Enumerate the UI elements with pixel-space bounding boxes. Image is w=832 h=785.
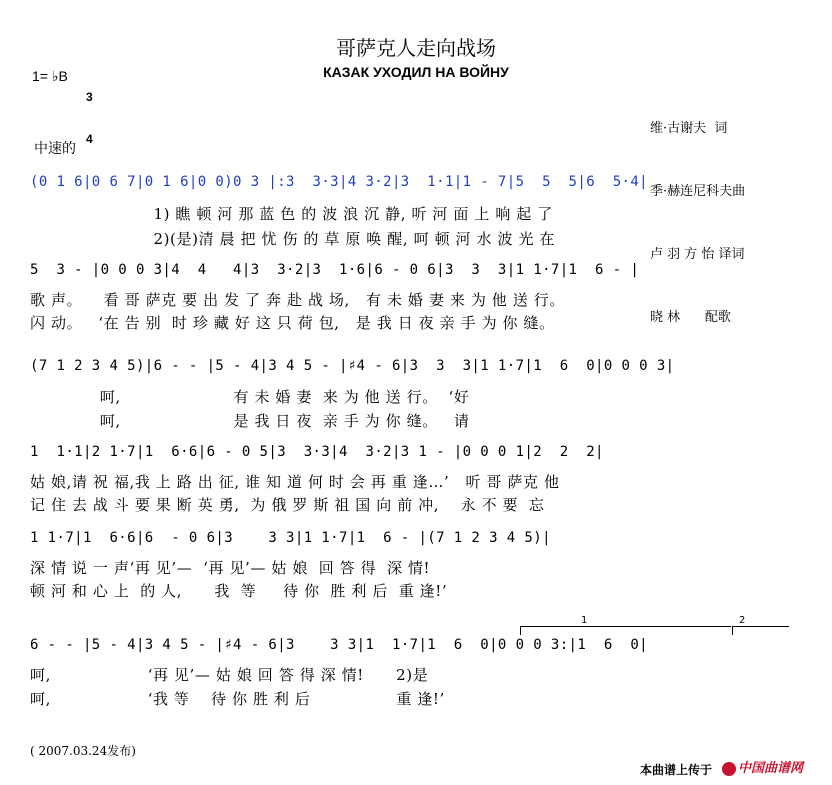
lyric-verse1-system-3: 呵, 有 未 婚 妻 来 为 他 送 行。 ‘好 (30, 388, 470, 406)
volta-2-label: 2 (739, 615, 746, 626)
lyric-verse2-system-1: 2)(是)清 晨 把 忧 伤 的 草 原 唤 醒, 呵 顿 河 水 波 光 在 (30, 230, 556, 248)
page-subtitle: КАЗАК УХОДИЛ НА ВОЙНУ (323, 64, 509, 80)
meter-top: 3 (86, 90, 93, 104)
logo-text: 中国曲谱网 (738, 761, 804, 776)
lyric-verse1-system-6: 呵, ‘再 见’— 姑 娘 回 答 得 深 情! 2)是 (30, 666, 429, 684)
page-title: 哥萨克人走向战场 (336, 36, 496, 60)
lyric-verse1-system-4: 姑 娘,请 祝 福,我 上 路 出 征, 谁 知 道 何 时 会 再 重 逢…’ 听 哥 萨克 他 (30, 473, 560, 491)
time-signature (86, 62, 93, 160)
score-notes-system-2: 5 3 - |0 0 0 3|4 4 4|3 3·2|3 1·6|6 - 0 6|3 3 3|1 1·7|1 6 - | (30, 262, 640, 278)
logo-icon (722, 762, 736, 776)
upload-source-label: 本曲谱上传于 (640, 763, 713, 777)
score-notes-system-5: 1 1·7|1 6·6|6 - 0 6|3 3 3|1 1·7|1 6 - |(7 1 2 3 4 5)| (30, 530, 551, 546)
score-notes-system-1: (0 1 6|0 6 7|0 1 6|0 0)0 3 |:3 3·3|4 3·2|3 1·1|1 - 7|5 5 5|6 5·4| (30, 174, 649, 190)
score-notes-system-6: 6 - - |5 - 4|3 4 5 - |♯4 - 6|3 3 3|1 1·7|1 6 0|0 0 0 3:|1 6 0| (30, 637, 649, 653)
publish-date: ( 2007.03.24发布) (30, 744, 136, 758)
lyric-verse2-system-4: 记 住 去 战 斗 要 果 断 英 勇, 为 俄 罗 斯 祖 国 向 前 冲, 永 不 要 忘 (30, 496, 545, 514)
meter-bottom: 4 (86, 132, 93, 146)
tempo-marking: 中速的 (34, 141, 76, 157)
lyric-verse1-system-5: 深 情 说 一 声‘再 见’— ‘再 见’— 姑 娘 回 答 得 深 情! (30, 559, 431, 577)
volta-bracket-2 (732, 615, 789, 635)
credits (650, 76, 745, 349)
credit-translator: 卢 羽 方 怡 译词 (650, 247, 745, 262)
site-logo[interactable] (722, 757, 803, 776)
score-notes-system-3: (7 1 2 3 4 5)|6 - - |5 - 4|3 4 5 - |♯4 - 6|3 3 3|1 1·7|1 6 0|0 0 0 3| (30, 358, 675, 374)
credit-composer: 季·赫连尼科夫曲 (650, 184, 746, 199)
credit-arranger: 晓 林 配歌 (650, 310, 731, 325)
lyric-verse2-system-6: 呵, ‘我 等 待 你 胜 利 后 重 逢!’ (30, 690, 445, 708)
lyric-verse2-system-5: 顿 河 和 心 上 的 人, 我 等 待 你 胜 利 后 重 逢!’ (30, 582, 448, 600)
lyric-verse2-system-3: 呵, 是 我 日 夜 亲 手 为 你 缝。 请 (30, 412, 470, 430)
credit-lyricist: 维·古谢夫 词 (650, 121, 728, 136)
score-notes-system-4: 1 1·1|2 1·7|1 6·6|6 - 0 5|3 3·3|4 3·2|3 1 - |0 0 0 1|2 2 2| (30, 444, 604, 460)
volta-bracket-1 (520, 615, 731, 635)
volta-1-label: 1 (581, 615, 588, 626)
key-signature: 1= ♭B (32, 68, 68, 84)
lyric-verse1-system-2: 歌 声。 看 哥 萨克 要 出 发 了 奔 赴 战 场, 有 未 婚 妻 来 为 他 送 行。 (30, 291, 565, 309)
lyric-verse1-system-1: 1) 瞧 顿 河 那 蓝 色 的 波 浪 沉 静, 听 河 面 上 响 起 了 (30, 205, 553, 223)
lyric-verse2-system-2: 闪 动。 ‘在 告 别 时 珍 藏 好 这 只 荷 包, 是 我 日 夜 亲 手 为 你 缝。 (30, 314, 555, 332)
